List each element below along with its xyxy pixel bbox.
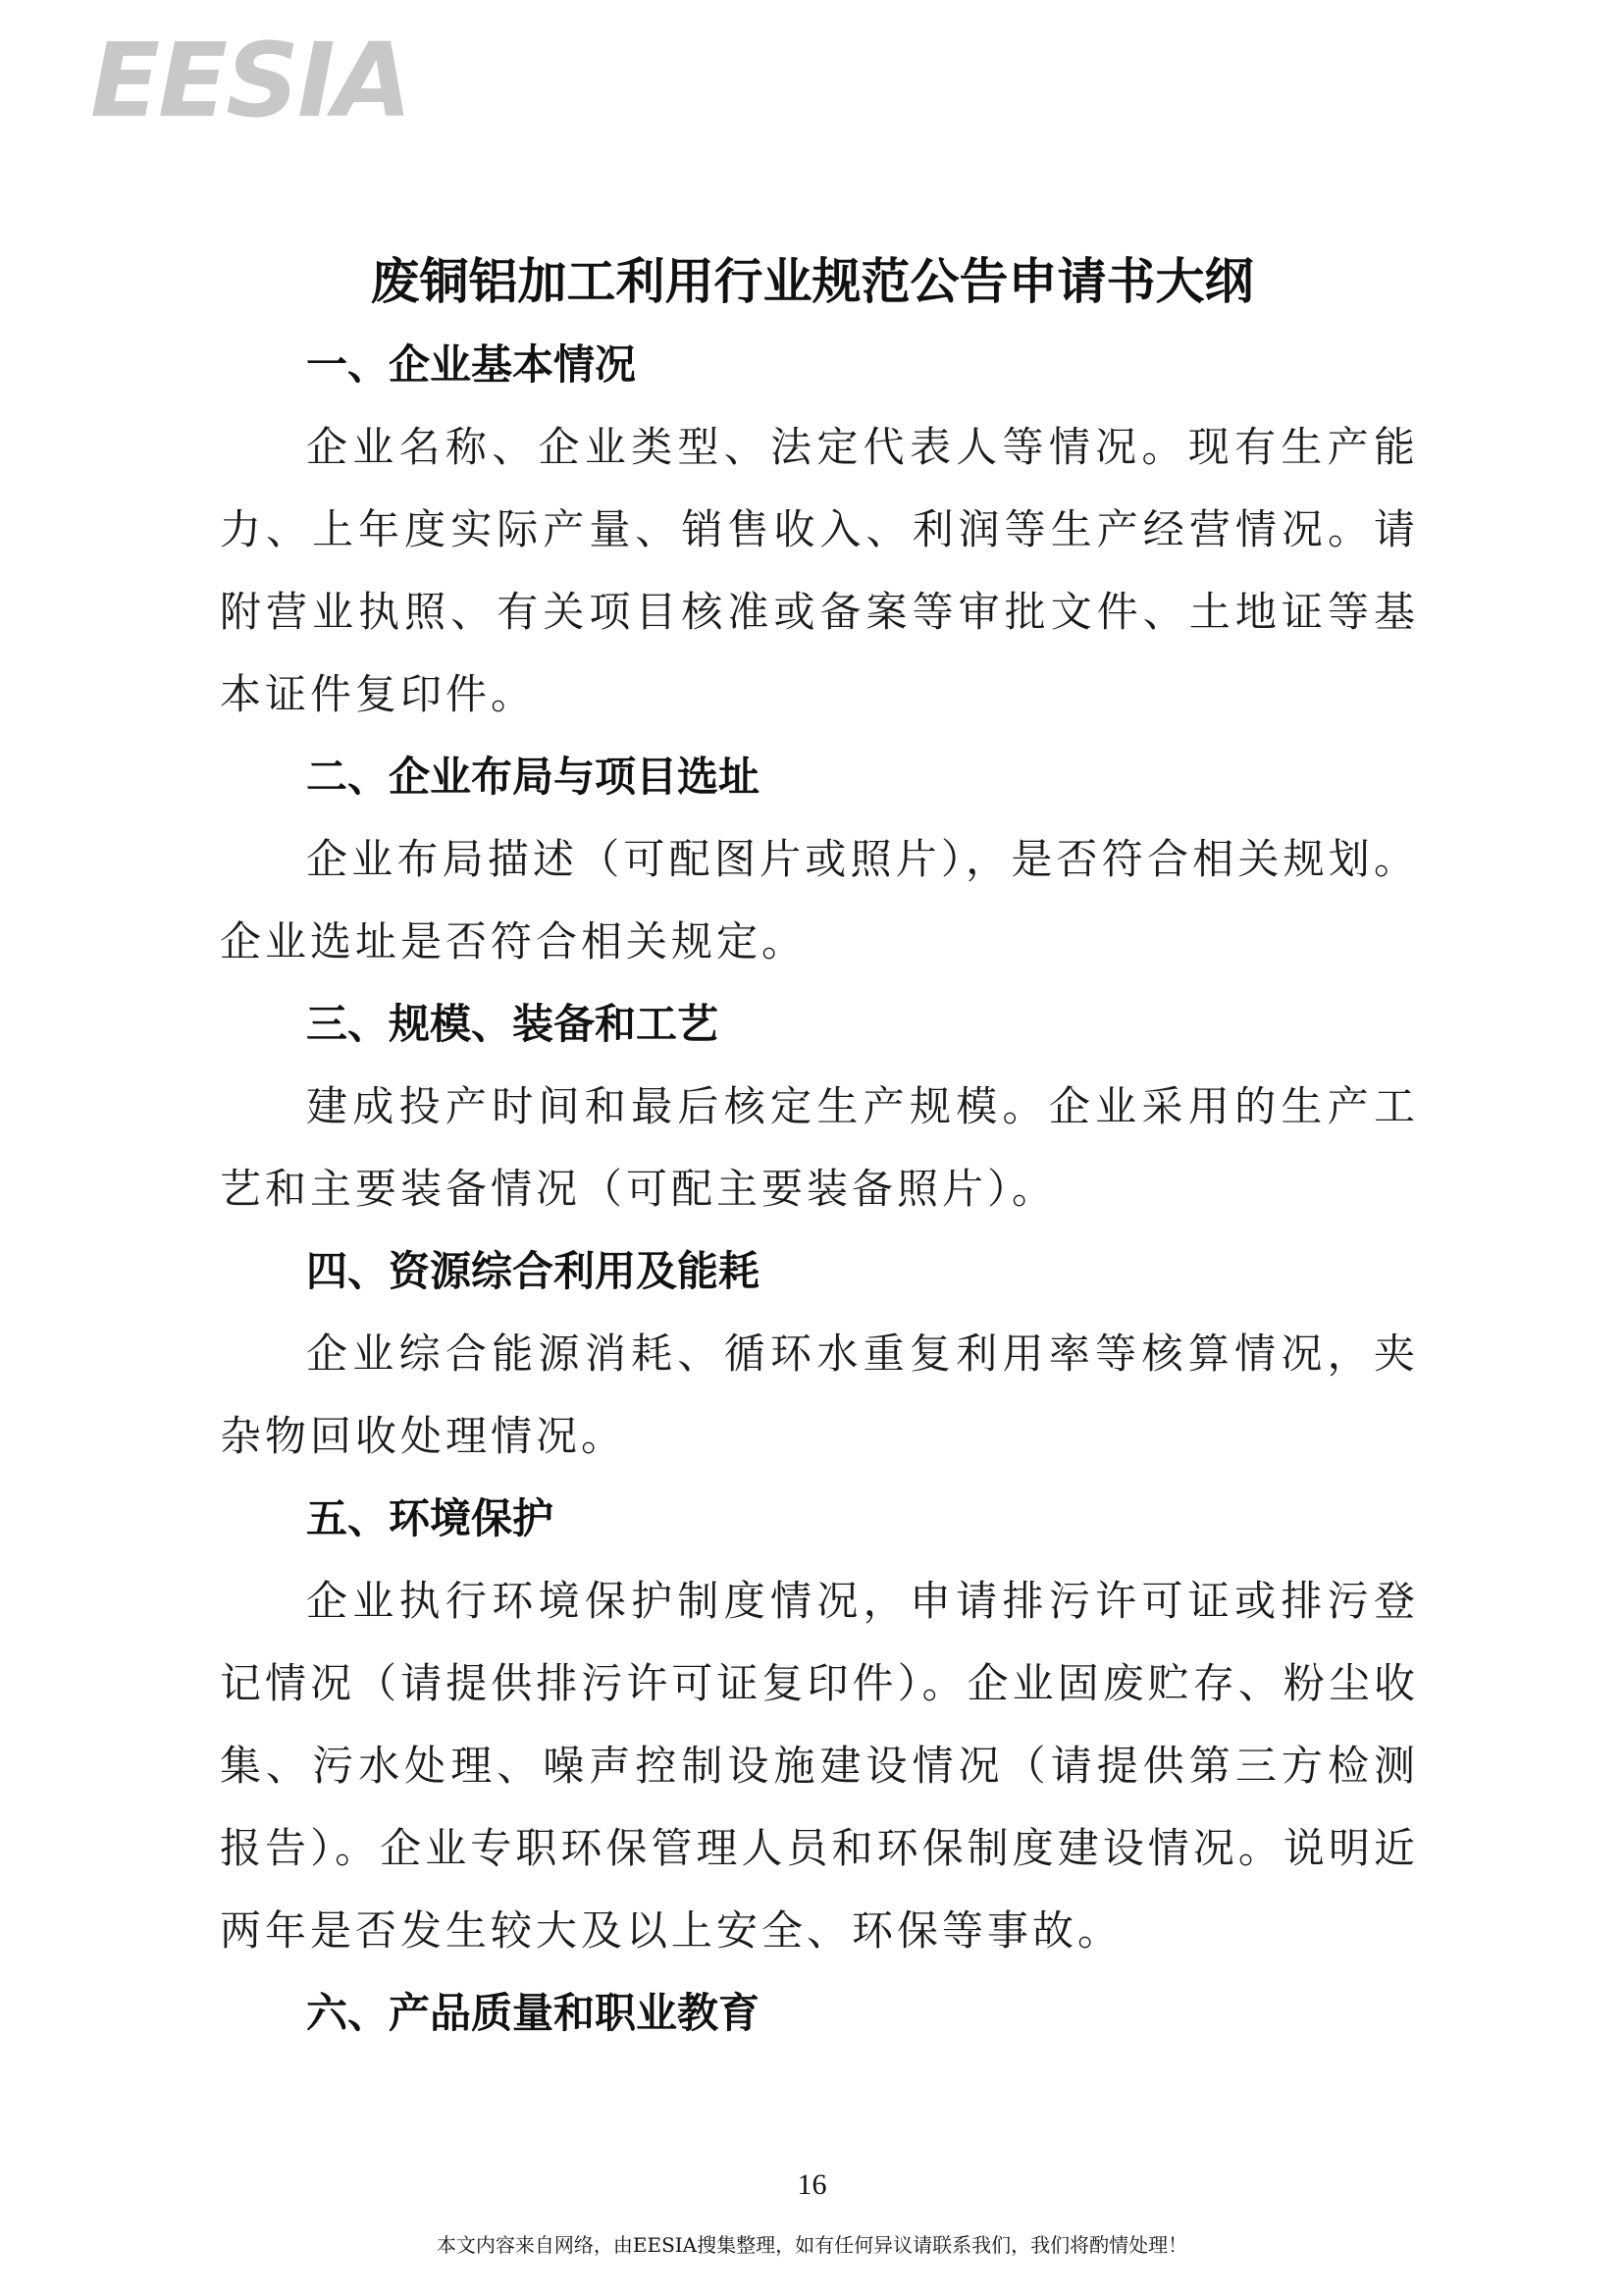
page-number: 16: [797, 2168, 827, 2201]
section-body-4: [220, 1313, 1419, 1478]
section-paragraph: 企业执行环境保护制度情况，申请排污许可证或排污登记情况（请提供排污许可证复印件）。企业固废贮存、粉尘收集、污水处理、噪声控制设施建设情况（请提供第三方检测报告）。企业专职环保管理人员和环保制度建设情况。说明近两年是否发生较大及以上安全、环保等事故。: [220, 1577, 1419, 1955]
document-title: 废铜铝加工利用行业规范公告申请书大纲: [370, 252, 1254, 310]
section-heading-2: 二、企业布局与项目选址: [306, 753, 760, 801]
section-paragraph: 建成投产时间和最后核定生产规模。企业采用的生产工艺和主要装备情况（可配主要装备照片）。: [220, 1082, 1419, 1213]
section-body-3: [220, 1066, 1419, 1230]
section-body-2: [220, 818, 1419, 983]
section-heading-5: 五、环境保护: [306, 1494, 554, 1542]
section-paragraph: 企业布局描述（可配图片或照片），是否符合相关规划。企业选址是否符合相关规定。: [220, 835, 1419, 965]
section-paragraph: 企业名称、企业类型、法定代表人等情况。现有生产能力、上年度实际产量、销售收入、利润等生产经营情况。请附营业执照、有关项目核准或备案等审批文件、土地证等基本证件复印件。: [220, 423, 1419, 718]
eesia-logo: EESIA: [90, 21, 411, 140]
section-body-1: [220, 406, 1419, 736]
section-heading-1: 一、企业基本情况: [306, 340, 637, 389]
footer-note: 本文内容来自网络，由EESIA搜集整理，如有任何异议请联系我们，我们将酌情处理！: [436, 2233, 1188, 2257]
section-paragraph: 企业综合能源消耗、循环水重复利用率等核算情况，夹杂物回收处理情况。: [220, 1330, 1419, 1460]
section-heading-3: 三、规模、装备和工艺: [306, 1000, 719, 1048]
section-heading-4: 四、资源综合利用及能耗: [306, 1247, 760, 1295]
section-body-5: [220, 1560, 1419, 1972]
section-heading-6: 六、产品质量和职业教育: [306, 1989, 760, 2037]
